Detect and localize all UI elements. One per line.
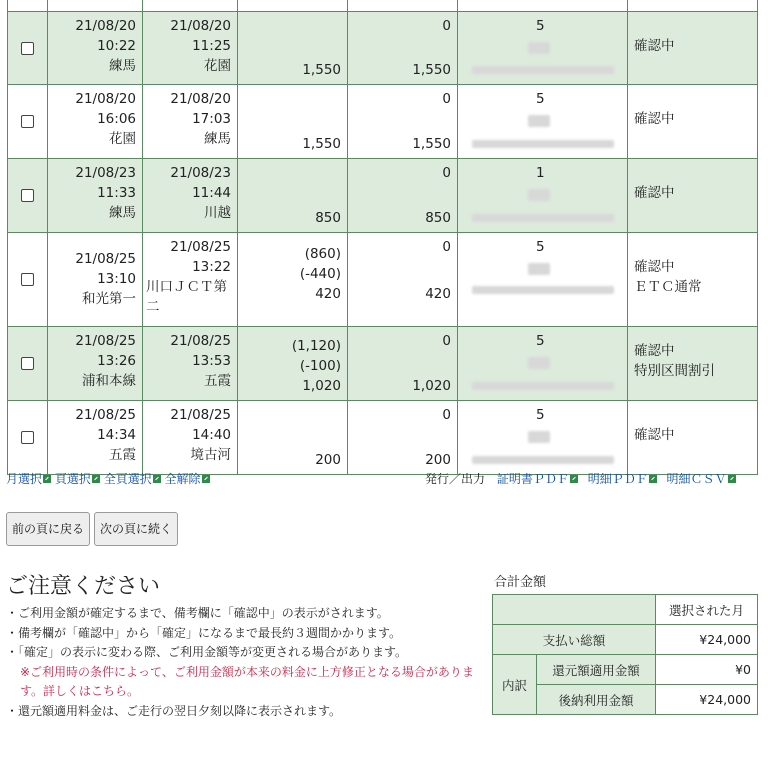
entry-cell <box>48 233 143 327</box>
paid-value: 420 <box>425 286 451 302</box>
paid-value: 200 <box>425 452 451 468</box>
exit-cell <box>143 12 238 85</box>
detail-pdf-link[interactable]: 明細ＰＤＦ <box>587 472 648 486</box>
refund-label: 還元額適用金額 <box>537 655 656 685</box>
fee-cell <box>238 233 348 327</box>
paid-cell <box>348 85 458 159</box>
exit-cell <box>143 85 238 159</box>
payment-total-value: ¥24,000 <box>656 625 758 655</box>
note-cell <box>628 12 758 85</box>
fee-cell <box>238 327 348 401</box>
entry-time: 14:34 <box>97 427 136 443</box>
redacted-card-id <box>528 431 550 443</box>
note-line: ＥＴＣ通常 <box>634 279 702 295</box>
deferred-label: 後納利用金額 <box>537 685 656 715</box>
output-label: 発行／出力 <box>425 472 486 486</box>
all-pages-select-link[interactable]: 全頁選択 <box>103 472 152 486</box>
paid-cell <box>348 12 458 85</box>
fee-line: (1,120) <box>291 338 341 354</box>
row-checkbox[interactable] <box>21 273 34 286</box>
caution-item: ・還元額適用料金は、ご走行の翌日夕刻以降に表示されます。 <box>6 703 342 718</box>
exit-ic: 川越 <box>204 205 231 221</box>
vehicle-count: 5 <box>536 333 545 349</box>
exit-date: 21/08/23 <box>170 165 231 181</box>
redacted-card-id <box>528 263 550 275</box>
fee-line: 420 <box>315 286 341 302</box>
usage-table <box>7 0 758 475</box>
detail-csv-link[interactable]: 明細ＣＳＶ <box>666 472 727 486</box>
note-line: 確認中 <box>634 185 675 201</box>
breakdown-label: 内訳 <box>493 655 537 715</box>
entry-ic: 五霞 <box>109 447 136 463</box>
external-link-icon <box>43 475 51 483</box>
deselect-all-link[interactable]: 全解除 <box>164 472 201 486</box>
paid-value: 1,550 <box>412 136 451 152</box>
fee-line: (-100) <box>299 358 341 374</box>
exit-date: 21/08/25 <box>170 333 231 349</box>
exit-time: 11:44 <box>192 185 231 201</box>
exit-date: 21/08/20 <box>170 18 231 34</box>
entry-time: 10:22 <box>97 38 136 54</box>
entry-time: 13:10 <box>97 271 136 287</box>
fee-line: (-440) <box>299 266 341 282</box>
row-checkbox[interactable] <box>21 42 34 55</box>
fee-line: 850 <box>315 210 341 226</box>
exit-time: 13:22 <box>192 259 231 275</box>
entry-cell <box>48 12 143 85</box>
table-row <box>8 327 758 401</box>
note-cell <box>628 327 758 401</box>
external-link-icon <box>153 475 161 483</box>
total-title: 合計金額 <box>494 575 547 590</box>
entry-time: 13:26 <box>97 353 136 369</box>
exit-date: 21/08/25 <box>170 239 231 255</box>
row-checkbox[interactable] <box>21 189 34 202</box>
fee-line: 1,550 <box>302 136 341 152</box>
payment-total-label: 支払い総額 <box>493 625 656 655</box>
total-table <box>492 594 758 715</box>
exit-time: 13:53 <box>192 353 231 369</box>
exit-cell <box>143 327 238 401</box>
note-line: 特別区間割引 <box>634 363 715 379</box>
discount-value: 0 <box>442 18 451 34</box>
fee-cell <box>238 12 348 85</box>
entry-time: 16:06 <box>97 111 136 127</box>
caution-list <box>6 604 486 721</box>
row-select-cell <box>8 12 48 85</box>
entry-date: 21/08/25 <box>75 251 136 267</box>
next-page-button[interactable]: 次の頁に続く <box>94 512 178 546</box>
external-link-icon <box>202 475 210 483</box>
vehicle-count: 5 <box>536 239 545 255</box>
note-cell <box>628 233 758 327</box>
entry-cell <box>48 401 143 475</box>
redacted-card-id <box>528 357 550 369</box>
vehicle-cell <box>458 401 628 475</box>
vehicle-cell <box>458 12 628 85</box>
exit-time: 11:25 <box>192 38 231 54</box>
page-select-link[interactable]: 頁選択 <box>54 472 91 486</box>
exit-ic: 花園 <box>204 58 231 74</box>
entry-cell <box>48 327 143 401</box>
redacted-card-number <box>472 140 614 148</box>
vehicle-cell <box>458 327 628 401</box>
discount-value: 0 <box>442 407 451 423</box>
exit-ic: 境古河 <box>190 447 231 463</box>
discount-value: 0 <box>442 165 451 181</box>
redacted-card-id <box>528 189 550 201</box>
paid-cell <box>348 401 458 475</box>
vehicle-cell <box>458 85 628 159</box>
caution-item: ・「確定」の表示に変わる際、ご利用金額等が変更される場合があります。 <box>6 645 408 659</box>
note-cell <box>628 85 758 159</box>
exit-ic: 練馬 <box>204 131 231 147</box>
note-line: 確認中 <box>634 427 675 443</box>
total-header-month: 選択された月 <box>656 595 758 625</box>
external-link-icon <box>92 475 100 483</box>
entry-date: 21/08/25 <box>75 333 136 349</box>
external-link-icon <box>570 475 578 483</box>
total-header-blank <box>493 595 656 625</box>
entry-ic: 練馬 <box>109 58 136 74</box>
exit-ic: 五霞 <box>204 373 231 389</box>
exit-cell <box>143 401 238 475</box>
exit-cell <box>143 233 238 327</box>
discount-value: 0 <box>442 239 451 255</box>
note-line: 確認中 <box>634 38 675 54</box>
note-cell <box>628 401 758 475</box>
external-link-icon <box>728 475 736 483</box>
vehicle-cell <box>458 233 628 327</box>
vehicle-cell <box>458 159 628 233</box>
output-links <box>425 470 736 487</box>
vehicle-count: 5 <box>536 18 545 34</box>
vehicle-count: 5 <box>536 91 545 107</box>
vehicle-count: 1 <box>536 165 545 181</box>
redacted-card-number <box>472 214 614 222</box>
external-link-icon <box>649 475 657 483</box>
redacted-card-number <box>472 286 614 294</box>
redacted-card-id <box>528 115 550 127</box>
row-select-cell <box>8 327 48 401</box>
fee-cell <box>238 159 348 233</box>
note-line: 確認中 <box>634 343 675 359</box>
paid-cell <box>348 233 458 327</box>
entry-cell <box>48 159 143 233</box>
caution-title: ご注意ください <box>6 574 161 599</box>
month-select-link[interactable]: 月選択 <box>6 472 43 486</box>
certificate-pdf-link[interactable]: 証明書ＰＤＦ <box>496 472 569 486</box>
row-select-cell <box>8 401 48 475</box>
table-row <box>8 159 758 233</box>
fee-line: 200 <box>315 452 341 468</box>
entry-time: 11:33 <box>97 185 136 201</box>
entry-date: 21/08/20 <box>75 18 136 34</box>
prev-page-button[interactable]: 前の頁に戻る <box>6 512 90 546</box>
entry-ic: 和光第一 <box>82 291 136 307</box>
exit-date: 21/08/20 <box>170 91 231 107</box>
fee-cell <box>238 401 348 475</box>
row-select-cell <box>8 159 48 233</box>
row-checkbox[interactable] <box>21 431 34 444</box>
row-select-cell <box>8 85 48 159</box>
row-checkbox[interactable] <box>21 357 34 370</box>
exit-date: 21/08/25 <box>170 407 231 423</box>
entry-cell <box>48 85 143 159</box>
fee-line: 1,020 <box>302 378 341 394</box>
entry-ic: 花園 <box>109 131 136 147</box>
exit-ic: 川口ＪＣＴ第二 <box>146 279 227 315</box>
table-row <box>8 401 758 475</box>
caution-item: ・ご利用金額が確定するまで、備考欄に「確認中」の表示がされます。 <box>6 606 389 620</box>
discount-value: 0 <box>442 91 451 107</box>
deferred-value: ¥24,000 <box>656 685 758 715</box>
table-row <box>8 233 758 327</box>
vehicle-count: 5 <box>536 407 545 423</box>
exit-time: 14:40 <box>192 427 231 443</box>
entry-date: 21/08/20 <box>75 91 136 107</box>
paid-value: 1,020 <box>412 378 451 394</box>
discount-value: 0 <box>442 333 451 349</box>
redacted-card-id <box>528 42 550 54</box>
refund-value: ¥0 <box>656 655 758 685</box>
redacted-card-number <box>472 66 614 74</box>
table-row <box>8 12 758 85</box>
entry-ic: 浦和本線 <box>82 373 136 389</box>
caution-item: ・備考欄が「確認中」から「確定」になるまで最長約３週間かかります。 <box>6 625 402 640</box>
caution-warning-link[interactable]: ※ご利用時の条件によって、ご利用金額が本来の料金に上方修正となる場合があります。詳しくはこちら。 <box>20 664 474 698</box>
redacted-card-number <box>472 456 614 464</box>
note-line: 確認中 <box>634 259 675 275</box>
row-checkbox[interactable] <box>21 115 34 128</box>
fee-cell <box>238 85 348 159</box>
fee-line: 1,550 <box>302 62 341 78</box>
paid-value: 850 <box>425 210 451 226</box>
note-cell <box>628 159 758 233</box>
table-row-top-edge <box>8 0 758 12</box>
entry-date: 21/08/25 <box>75 407 136 423</box>
paid-value: 1,550 <box>412 62 451 78</box>
note-line: 確認中 <box>634 111 675 127</box>
redacted-card-number <box>472 382 614 390</box>
select-links <box>6 470 210 487</box>
exit-time: 17:03 <box>192 111 231 127</box>
entry-date: 21/08/23 <box>75 165 136 181</box>
entry-ic: 練馬 <box>109 205 136 221</box>
fee-line: (860) <box>304 246 341 262</box>
paid-cell <box>348 159 458 233</box>
table-row <box>8 85 758 159</box>
exit-cell <box>143 159 238 233</box>
paid-cell <box>348 327 458 401</box>
row-select-cell <box>8 233 48 327</box>
